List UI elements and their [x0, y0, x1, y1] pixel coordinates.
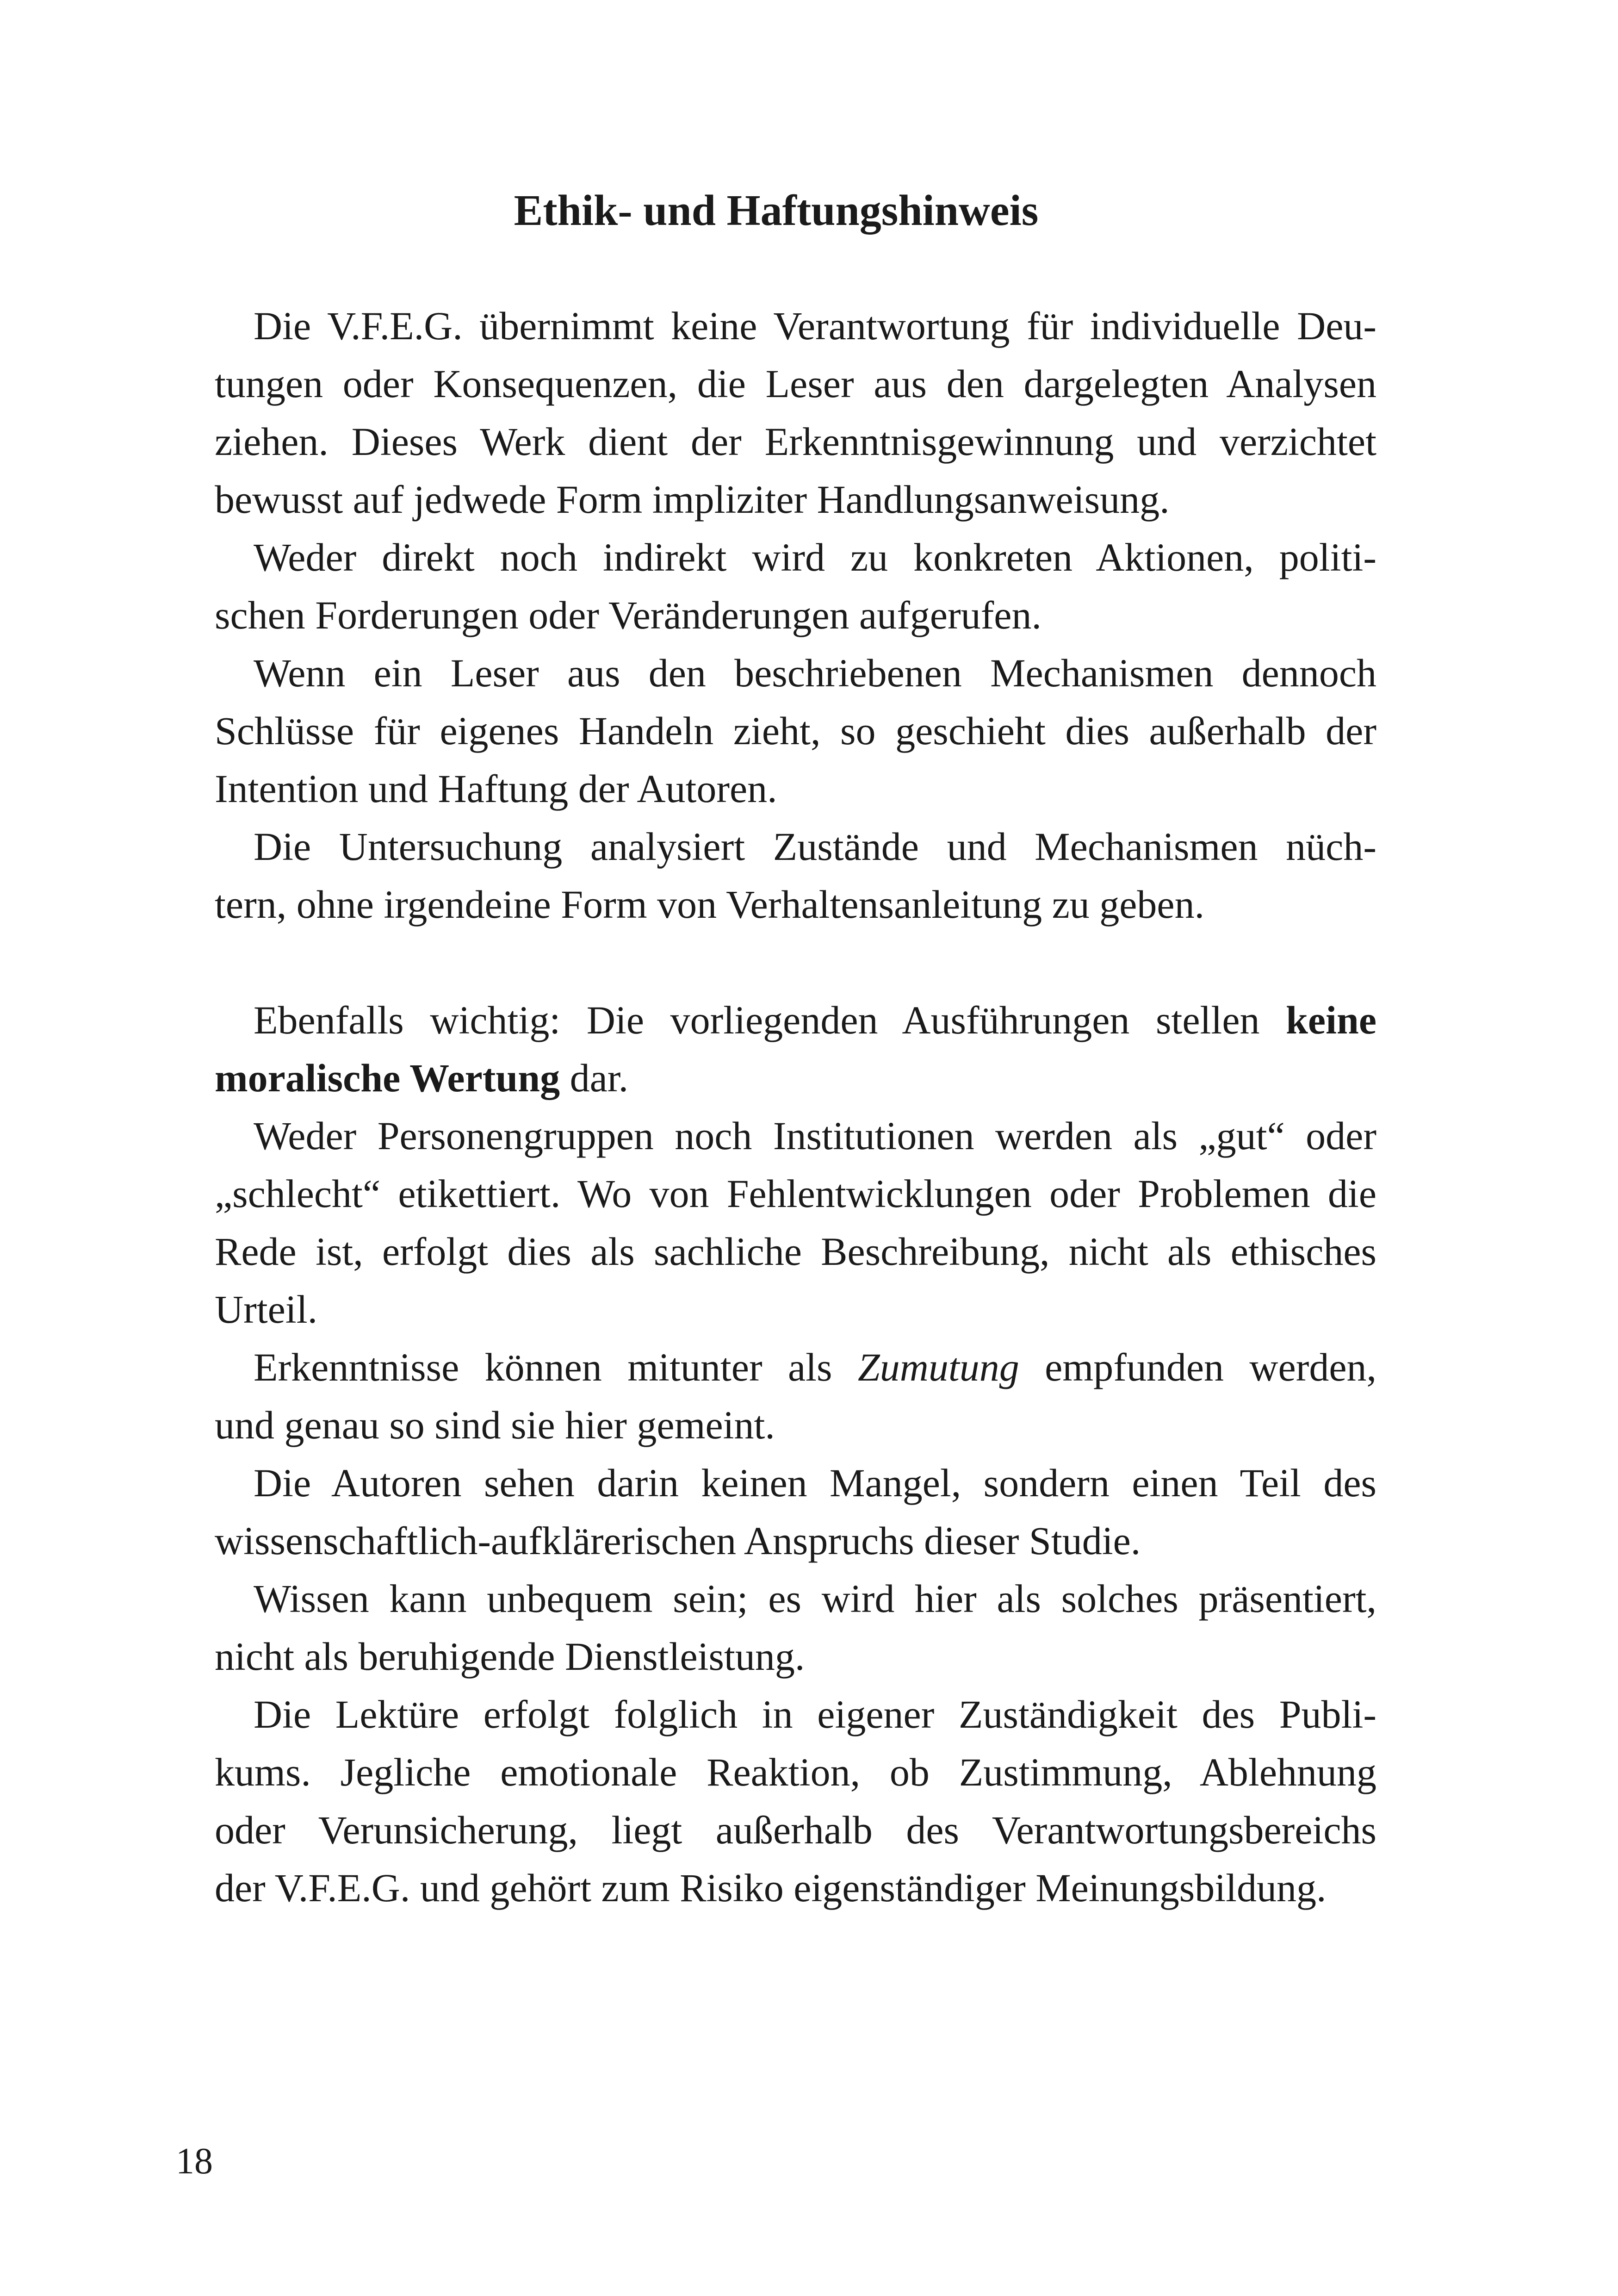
text-line: Die Autoren sehen darin keinen Mangel, sondern einen Teil des — [254, 1461, 1376, 1505]
text-line: und genau so sind sie hier gemeint. — [215, 1403, 775, 1447]
text-line — [176, 991, 1376, 1049]
text-line: Wissen kann unbequem sein; es wird hier als solches präsentiert, — [254, 1576, 1376, 1621]
page-heading: Ethik- und Haftungshinweis — [514, 187, 1039, 235]
text-line: nicht als beruhigende Dienstleistung. — [215, 1634, 805, 1679]
paragraph-7 — [176, 1338, 1376, 1454]
text-run: dar. — [560, 1056, 629, 1100]
text-run: empfunden werden, — [1019, 1345, 1376, 1389]
text-line: Schlüsse für eigenes Handeln zieht, so geschieht dies außerhalb der — [215, 709, 1376, 753]
page-number: 18 — [176, 2141, 213, 2182]
italic-text: Zumutung — [857, 1345, 1019, 1389]
text-line: Urteil. — [215, 1287, 318, 1332]
paragraph-2 — [176, 529, 1376, 644]
paragraph-1 — [176, 297, 1376, 529]
text-line: Weder Personengruppen noch Institutionen werden als „gut“ oder — [254, 1114, 1376, 1158]
paragraph-10 — [176, 1686, 1376, 1917]
paragraph-8 — [176, 1454, 1376, 1570]
text-line: Weder direkt noch indirekt wird zu konkreten Aktionen, politi- — [254, 535, 1376, 579]
paragraph-6 — [176, 1107, 1376, 1338]
text-line: kums. Jegliche emotionale Reaktion, ob Zustimmung, Ablehnung — [215, 1750, 1376, 1794]
text-line: „schlecht“ etikettiert. Wo von Fehlentwicklungen oder Problemen die — [215, 1171, 1376, 1216]
text-run: Ebenfalls wichtig: Die vorliegenden Ausführungen stellen — [254, 998, 1286, 1042]
text-line: Die V.F.E.G. übernimmt keine Verantwortung für individuelle Deu- — [254, 304, 1376, 348]
text-line: der V.F.E.G. und gehört zum Risiko eigenständiger Meinungsbildung. — [215, 1866, 1327, 1910]
text-line: ziehen. Dieses Werk dient der Erkenntnisgewinnung und verzichtet — [215, 419, 1376, 464]
text-line: Rede ist, erfolgt dies als sachliche Beschreibung, nicht als ethisches — [215, 1229, 1376, 1274]
text-line: Wenn ein Leser aus den beschriebenen Mechanismen dennoch — [254, 651, 1376, 695]
bold-text: keine — [1286, 998, 1376, 1042]
bold-text: moralische Wertung — [215, 1056, 560, 1100]
paragraph-9 — [176, 1570, 1376, 1686]
text-line: Intention und Haftung der Autoren. — [215, 766, 777, 811]
text-line: tern, ohne irgendeine Form von Verhaltensanleitung zu geben. — [215, 882, 1205, 927]
text-line: oder Verunsicherung, liegt außerhalb des Verantwortungsbereichs — [215, 1808, 1376, 1852]
text-line: schen Forderungen oder Veränderungen aufgerufen. — [215, 593, 1041, 637]
body-text — [176, 297, 1376, 1917]
section-gap — [176, 933, 1376, 991]
text-line: Die Untersuchung analysiert Zustände und Mechanismen nüch- — [254, 824, 1376, 869]
text-line — [176, 1049, 1376, 1107]
text-line: Die Lektüre erfolgt folglich in eigener Zuständigkeit des Publi- — [254, 1692, 1376, 1736]
text-line: tungen oder Konsequenzen, die Leser aus den dargelegten Analysen — [215, 361, 1376, 406]
text-line — [176, 1338, 1376, 1396]
paragraph-3 — [176, 644, 1376, 818]
text-line: wissenschaftlich-aufklärerischen Anspruchs dieser Studie. — [215, 1518, 1141, 1563]
text-run: Erkenntnisse können mitunter als — [254, 1345, 858, 1389]
text-line: bewusst auf jedwede Form impliziter Handlungsanweisung. — [215, 477, 1170, 522]
paragraph-4 — [176, 818, 1376, 933]
paragraph-5 — [176, 991, 1376, 1107]
